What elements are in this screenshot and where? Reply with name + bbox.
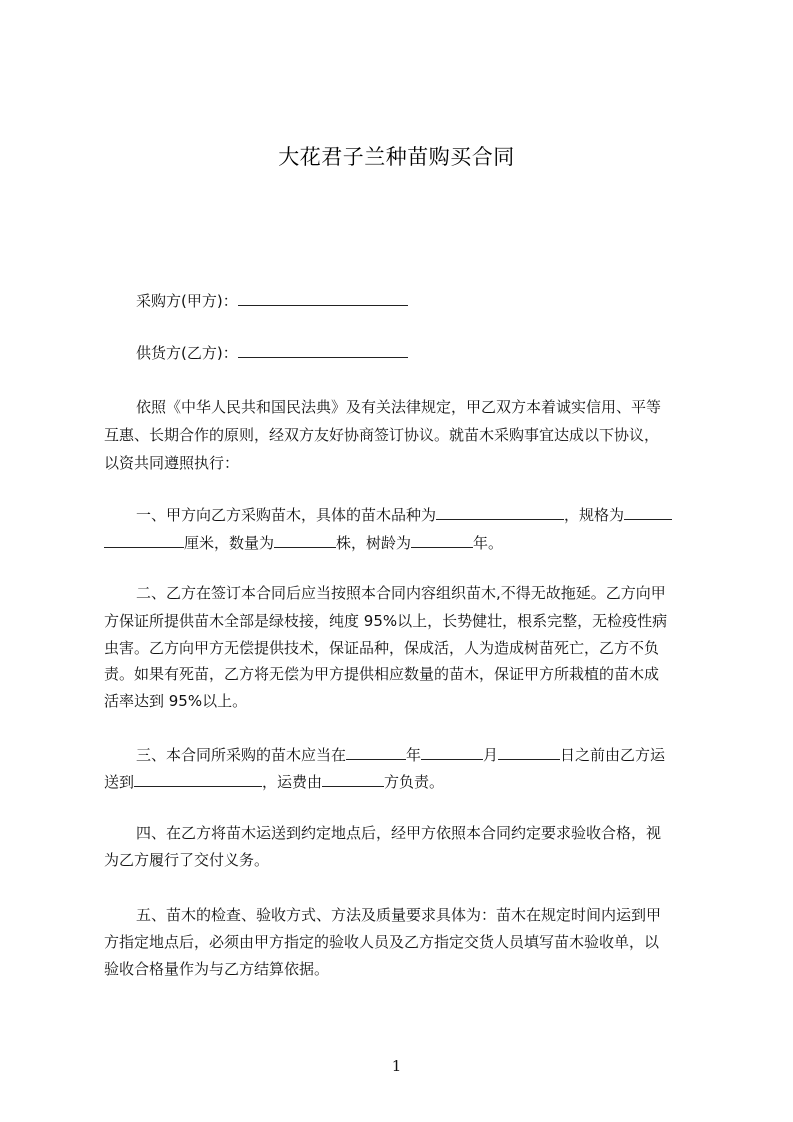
clause-1-text-d: 株，树龄为 (336, 534, 412, 552)
clause-3-text-a: 三、本合同所采购的苗木应当在 (136, 746, 347, 764)
clause-3-text-e: 送到 (104, 773, 135, 791)
destination-blank (134, 772, 262, 787)
party-b-blank (238, 343, 408, 358)
clause-3-text-g: 方负责。 (384, 773, 445, 791)
clause-1-line-2 (104, 533, 704, 553)
intro-line-1: 依照《中华人民共和国民法典》及有关法律规定，甲乙双方本着诚实信用、平等 (136, 398, 662, 416)
party-a-blank (238, 291, 408, 306)
clause-2-line-4: 责。如果有死苗，乙方将无偿为甲方提供相应数量的苗木，保证甲方所栽植的苗木成 (104, 665, 660, 683)
quantity-blank (274, 533, 336, 548)
clause-3-text-f: ，运费由 (262, 773, 323, 791)
clause-3-text-c: 月 (483, 746, 499, 764)
intro-line-2: 互惠、长期合作的原则，经双方友好协商签订协议。就苗木采购事宜达成以下协议， (104, 426, 660, 444)
clause-1-line-1 (136, 505, 704, 525)
party-a-line (136, 291, 704, 311)
clause-1-text-e: 年。 (473, 534, 504, 552)
clause-3-line-2 (104, 772, 704, 792)
page-number: 1 (391, 1057, 402, 1075)
intro-line-3: 以资共同遵照执行： (104, 454, 240, 472)
clause-1-text-c: 厘米，数量为 (184, 534, 275, 552)
clause-5-line-1: 五、苗木的检查、验收方式、方法及质量要求具体为：苗木在规定时间内运到甲 (136, 906, 662, 924)
clause-4-line-1: 四、在乙方将苗木运送到约定地点后，经甲方依照本合同约定要求验收合格，视 (136, 824, 662, 842)
clause-2-line-2: 方保证所提供苗木全部是绿枝接，纯度 95%以上，长势健壮，根系完整，无检疫性病 (104, 612, 668, 630)
year-blank (346, 745, 406, 760)
clause-1-text-b: ，规格为 (564, 506, 625, 524)
clause-2-line-1: 二、乙方在签订本合同后应当按照本合同内容组织苗木,不得无故拖延。乙方向甲 (136, 584, 666, 602)
clause-3-text-d: 日之前由乙方运 (560, 746, 666, 764)
month-blank (421, 745, 483, 760)
clause-5-line-2: 方指定地点后，必须由甲方指定的验收人员及乙方指定交货人员填写苗木验收单，以 (104, 933, 660, 951)
clause-3-text-b: 年 (406, 746, 422, 764)
day-blank (498, 745, 560, 760)
clause-4-line-2: 为乙方履行了交付义务。 (104, 851, 270, 869)
clause-2-line-5: 活率达到 95%以上。 (104, 692, 248, 710)
party-b-line (136, 343, 704, 363)
spec-blank-b (104, 533, 184, 548)
document-title: 大花君子兰种苗购买合同 (278, 145, 515, 169)
variety-blank (436, 505, 564, 520)
clause-2-line-3: 虫害。乙方向甲方无偿提供技术，保证品种，保成活，人为造成树苗死亡，乙方不负 (104, 639, 660, 657)
party-a-label: 采购方(甲方)： (136, 292, 238, 310)
clause-1-text-a: 一、甲方向乙方采购苗木，具体的苗木品种为 (136, 506, 437, 524)
clause-3-line-1 (136, 745, 704, 765)
tree-age-blank (411, 533, 473, 548)
clause-5-line-3: 验收合格量作为与乙方结算依据。 (104, 960, 330, 978)
freight-party-blank (322, 772, 384, 787)
party-b-label: 供货方(乙方)： (136, 344, 238, 362)
spec-blank-a (624, 505, 672, 520)
